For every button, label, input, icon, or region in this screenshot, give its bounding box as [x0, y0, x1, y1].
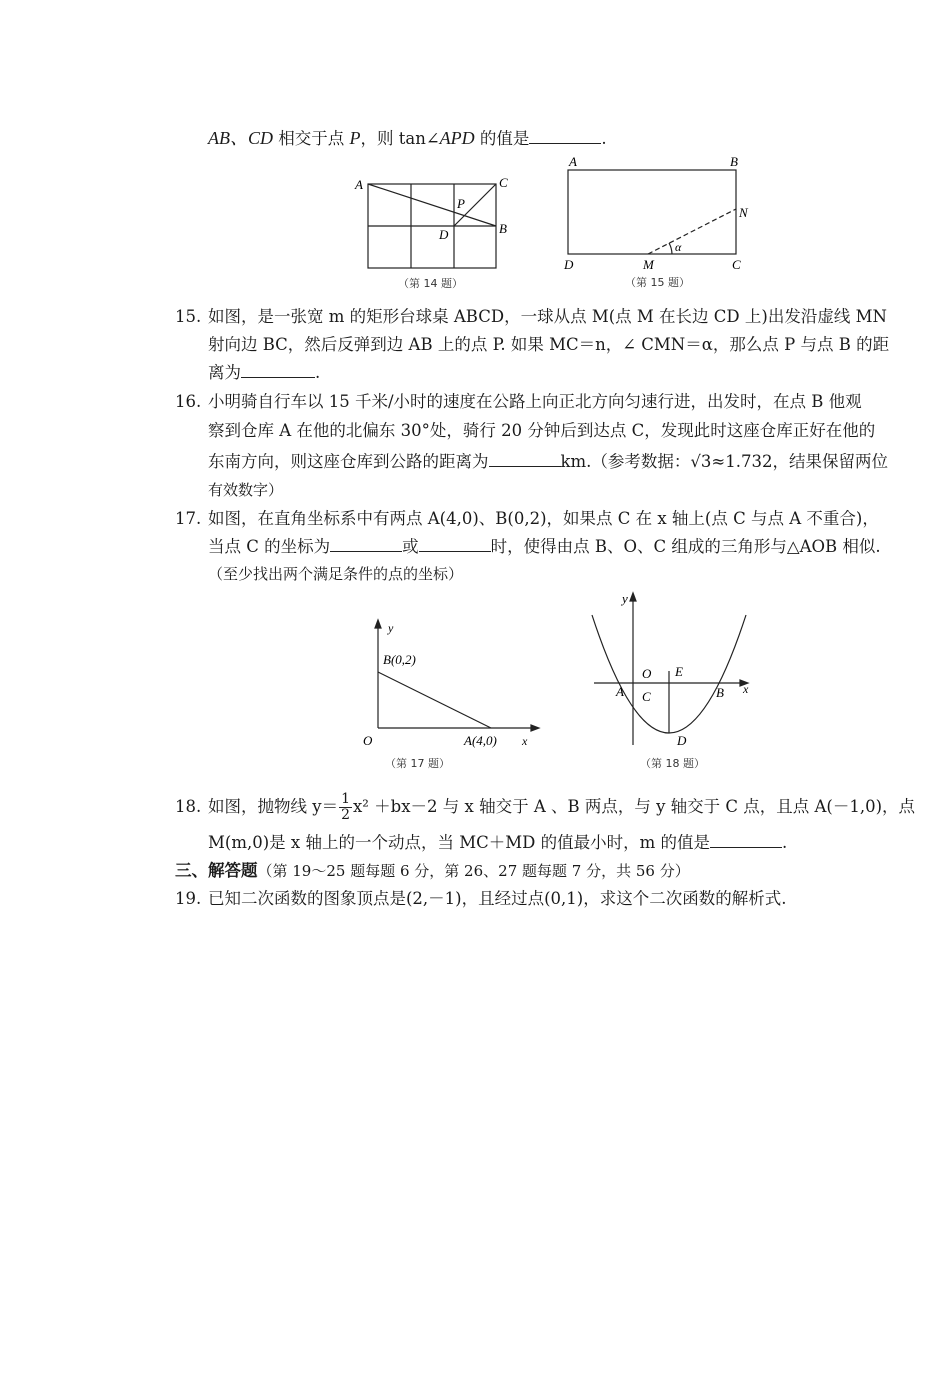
q18-text: 如图，抛物线 y＝	[208, 797, 339, 816]
fig14-label-B: B	[499, 221, 507, 236]
fig17-caption: （第 17 题）	[385, 757, 450, 770]
q14-text: P	[349, 128, 361, 148]
q14-text: ，则 tan∠	[360, 129, 440, 148]
fig15-caption: （第 15 题）	[625, 276, 690, 289]
fig17-label-A: A(4,0)	[464, 733, 497, 748]
q17-text: 当点 C 的坐标为	[208, 537, 331, 556]
fig18-label-y: y	[622, 591, 628, 606]
q18-number: 18.	[175, 797, 202, 816]
q18-text: M(m,0)是 x 轴上的一个动点，当 MC＋MD 的值最小时，m 的值是	[208, 833, 710, 852]
fig18-label-x: x	[743, 682, 749, 696]
fig14-caption: （第 14 题）	[398, 277, 463, 290]
section-note: （第 19～25 题每题 6 分，第 26、27 题每题 7 分，共 56 分）	[257, 862, 690, 880]
q14-tail-line	[208, 128, 607, 149]
figure-15	[560, 152, 760, 292]
fig15-label-D: D	[564, 257, 574, 272]
fig15-label-N: N	[739, 205, 748, 220]
q19-number: 19.	[175, 889, 202, 908]
q17-line-3: （至少找出两个满足条件的点的坐标）	[208, 565, 464, 583]
q17-text: 时，使得由点 B、O、C 组成的三角形与△AOB 相似.	[490, 537, 881, 556]
fig18-label-O: O	[642, 666, 652, 681]
q16-text: km.（参考数据：√3≈1.732，结果保留两位	[560, 452, 888, 471]
q16-line-2: 察到仓库 A 在他的北偏东 30°处，骑行 20 分钟后到达点 C，发现此时这座仓库正好在他的	[208, 421, 876, 440]
fig15-label-A: A	[569, 154, 577, 169]
fig18-caption: （第 18 题）	[640, 757, 705, 770]
figure-14	[350, 170, 520, 295]
q15-number: 15.	[175, 307, 202, 326]
answer-blank[interactable]	[241, 363, 315, 378]
fig18-label-B: B	[716, 685, 724, 700]
fig17-label-O: O	[363, 733, 373, 748]
fig17-label-B: B(0,2)	[383, 652, 416, 667]
q18-line-2	[208, 833, 787, 853]
answer-blank[interactable]	[419, 537, 491, 552]
fig14-label-A: A	[355, 177, 363, 192]
q16-text: 东南方向，则这座仓库到公路的距离为	[208, 452, 489, 471]
q16-line-3	[208, 452, 888, 472]
fig14-label-D: D	[439, 227, 449, 242]
answer-blank[interactable]	[330, 537, 402, 552]
q14-text: APD	[439, 128, 475, 148]
figure-18	[580, 585, 780, 775]
answer-blank[interactable]	[710, 833, 782, 848]
fraction-one-half	[339, 792, 352, 823]
q17-number: 17.	[175, 509, 202, 528]
figure-17	[345, 612, 545, 772]
fig15-label-C: C	[732, 257, 741, 272]
section-3-heading	[175, 861, 690, 881]
fig18-label-A: A	[616, 684, 624, 699]
q16-line-4: 有效数字）	[208, 481, 284, 499]
fig18-label-C: C	[642, 689, 651, 704]
answer-blank[interactable]	[529, 129, 601, 144]
q14-text: 相交于点	[273, 129, 350, 148]
fig17-label-y: y	[388, 621, 394, 635]
q14-text: 的值是	[474, 129, 530, 148]
fig18-label-D: D	[677, 733, 687, 748]
q19-text: 已知二次函数的图象顶点是(2,－1)，且经过点(0,1)，求这个二次函数的解析式.	[208, 889, 787, 908]
q16-number: 16.	[175, 392, 202, 411]
fig15-label-B: B	[730, 154, 738, 169]
section-title: 三、解答题	[175, 861, 258, 880]
fig14-label-P: P	[457, 196, 465, 211]
q15-end: .	[315, 363, 321, 382]
fig17-label-x: x	[522, 734, 528, 748]
q15-line-3	[208, 363, 320, 383]
fraction-numerator: 1	[341, 791, 350, 807]
fig15-label-alpha: α	[675, 240, 682, 254]
q15-text: 离为	[208, 363, 241, 382]
q17-line-1: 如图，在直角坐标系中有两点 A(4,0)、B(0,2)，如果点 C 在 x 轴上(点 C 与点 A 不重合)，	[208, 509, 879, 528]
q14-text: AB、CD	[208, 128, 273, 148]
q17-line-2	[208, 537, 881, 557]
q15-line-1: 如图，是一张宽 m 的矩形台球桌 ABCD，一球从点 M(点 M 在长边 CD 上)出发沿虚线 MN	[208, 307, 887, 326]
fig15-label-M: M	[643, 257, 654, 272]
q18-end: .	[781, 833, 788, 852]
fig18-label-E: E	[675, 664, 683, 679]
q17-text: 或	[402, 537, 419, 556]
q18-text: x² ＋bx－2 与 x 轴交于 A 、B 两点，与 y 轴交于 C 点，且点 A(－1,0)，点	[353, 797, 916, 816]
q15-line-2: 射向边 BC，然后反弹到边 AB 上的点 P. 如果 MC＝n，∠ CMN＝α，那么点 P 与点 B 的距	[208, 335, 890, 354]
answer-blank[interactable]	[489, 452, 561, 467]
q14-end: .	[601, 129, 607, 148]
fig14-label-C: C	[499, 175, 508, 190]
q18-line-1	[208, 789, 915, 825]
fraction-denominator: 2	[341, 807, 350, 823]
q16-line-1: 小明骑自行车以 15 千米/小时的速度在公路上向正北方向匀速行进，出发时，在点 B 他观	[208, 392, 862, 411]
